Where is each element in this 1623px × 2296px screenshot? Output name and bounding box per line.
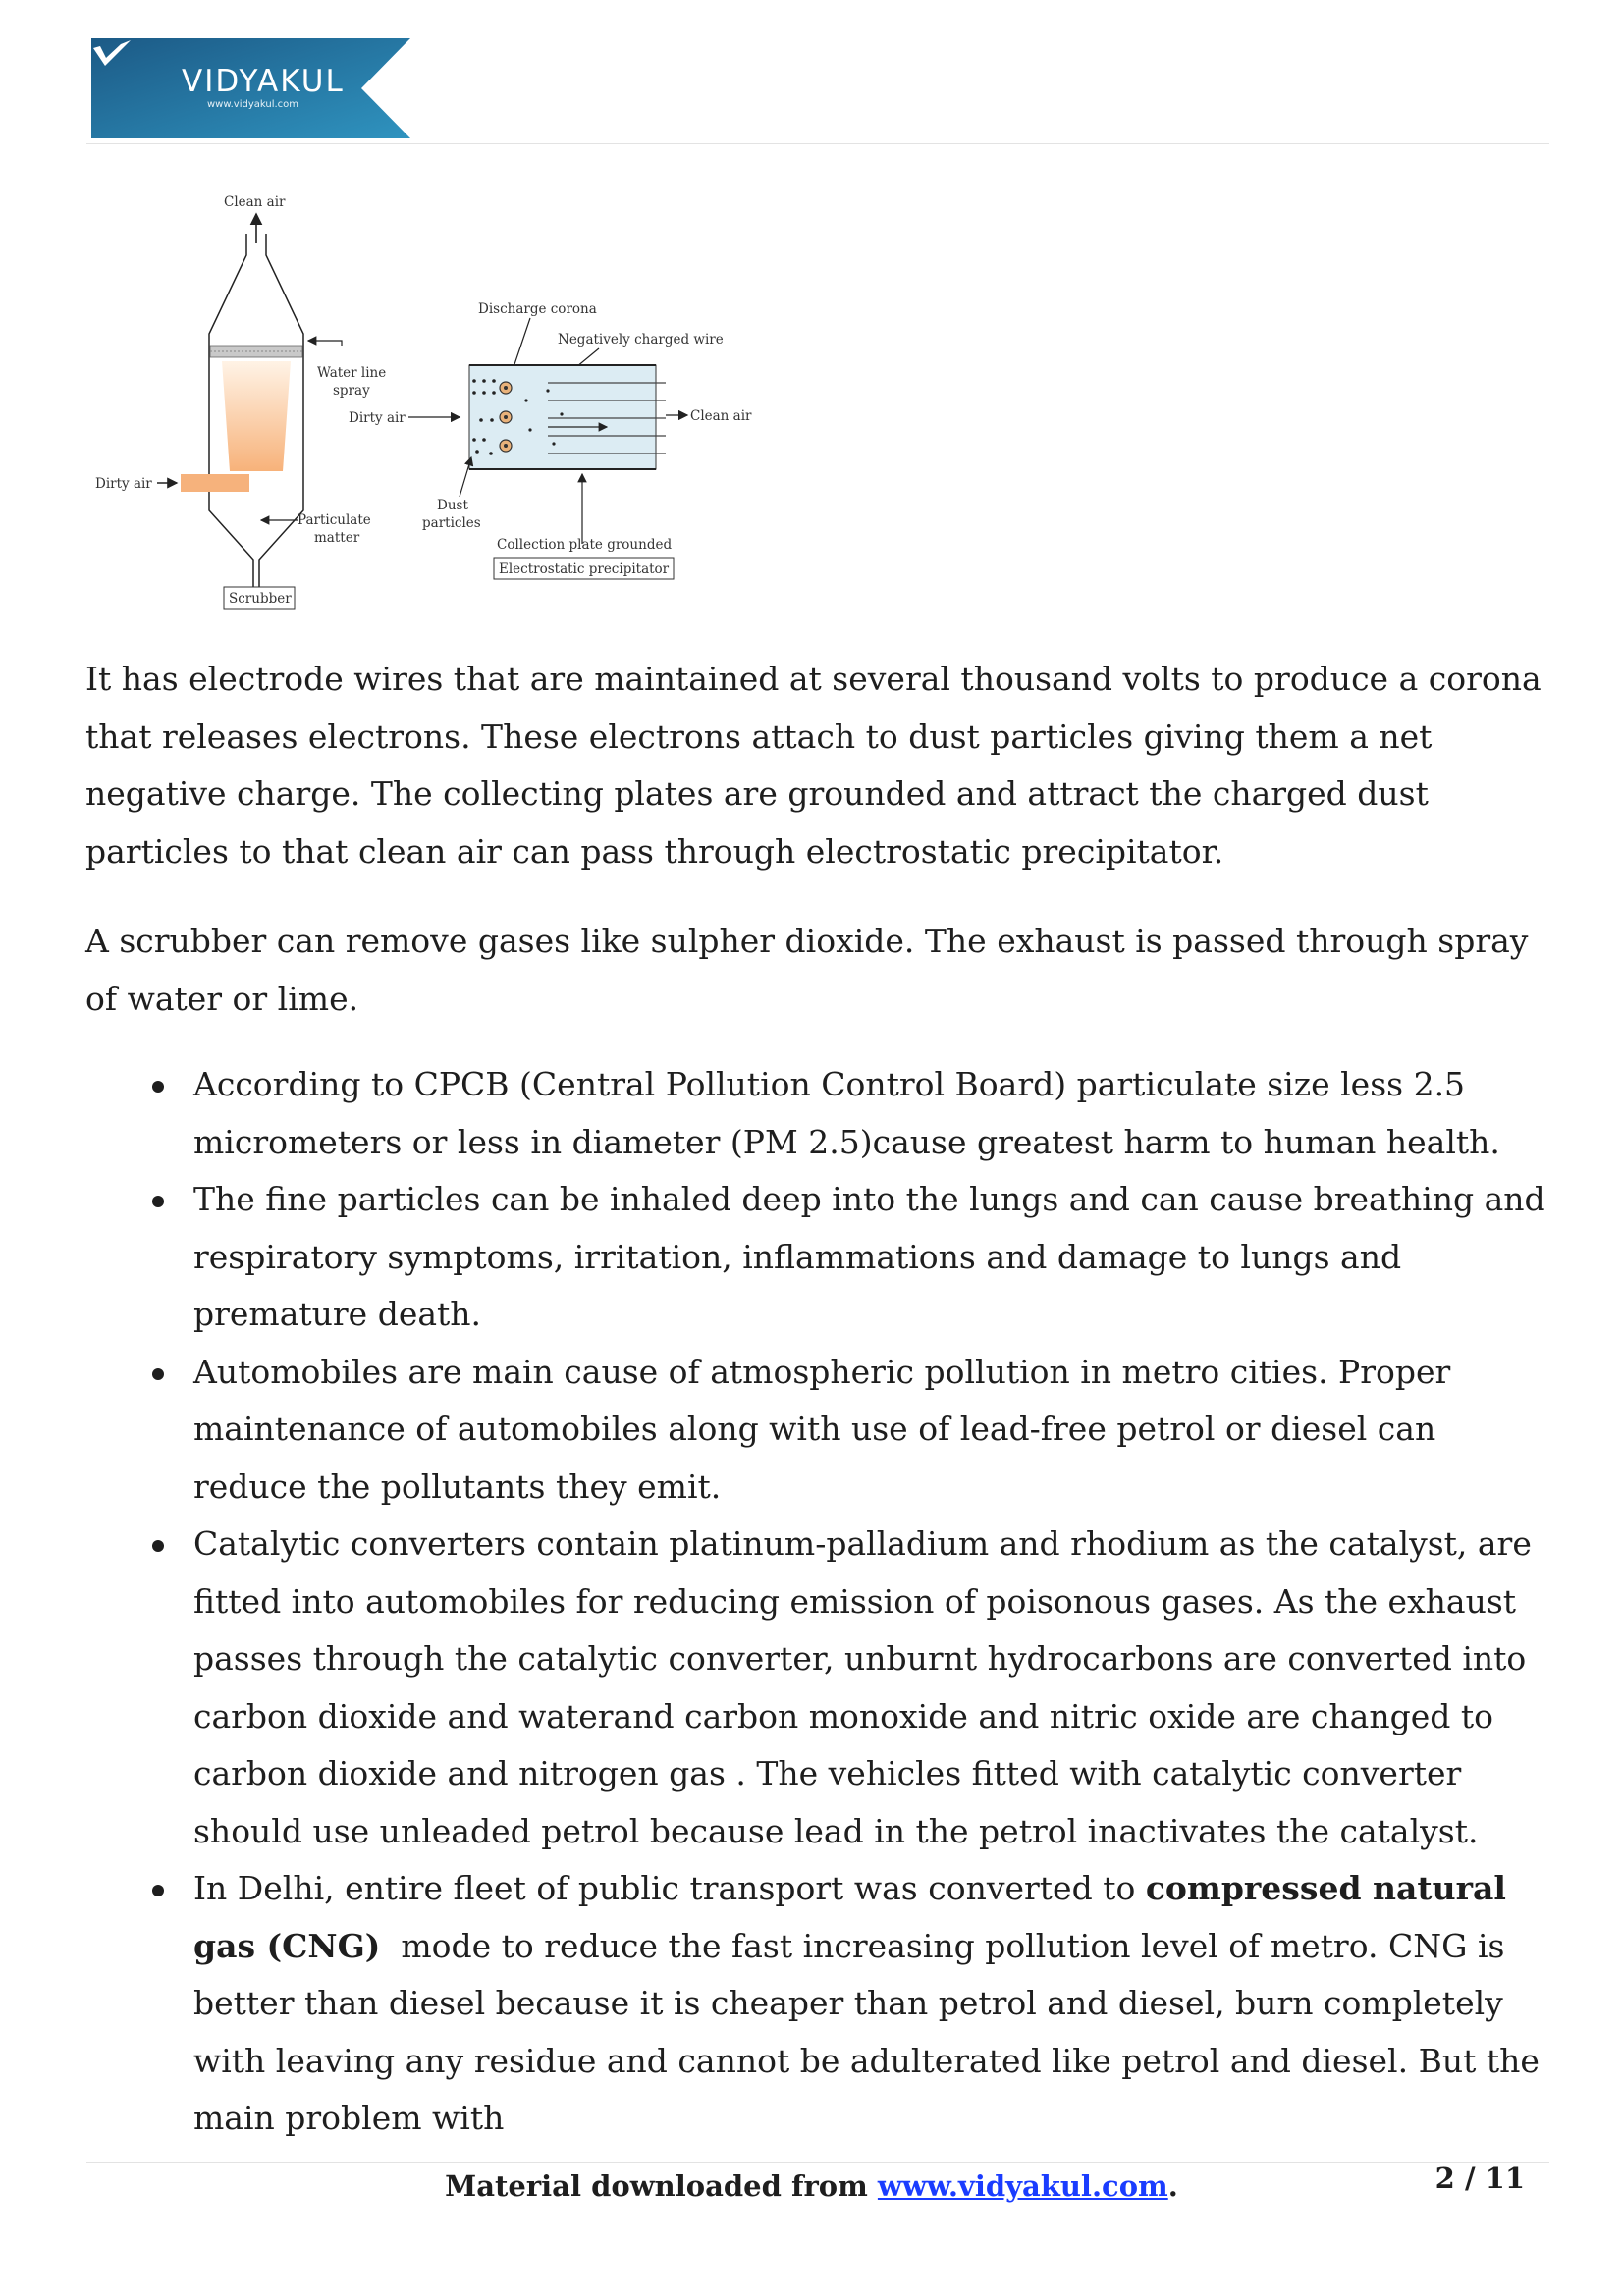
water-spray-label: spray (333, 383, 370, 399)
negative-wire-label: Negatively charged wire (558, 332, 724, 347)
discharge-corona-label: Discharge corona (478, 301, 597, 317)
scrubber-caption: Scrubber (229, 591, 292, 607)
footer-site-link[interactable]: www.vidyakul.com (877, 2169, 1168, 2203)
precipitator-clean-air-label: Clean air (690, 408, 752, 424)
bullet-dot-icon (152, 1196, 164, 1207)
footer-divider (86, 2162, 1549, 2163)
list-item (85, 1860, 1553, 2148)
cng-emphasis: compressed natural gas (CNG) (193, 1869, 1506, 1965)
list-item (85, 1516, 1553, 1860)
brand-name: VIDYAKUL (182, 64, 345, 99)
bullet-dot-icon (152, 1081, 164, 1093)
vidyakul-checkmark-icon (91, 38, 133, 68)
vidyakul-logo-banner[interactable] (91, 38, 410, 138)
particles-label: particles (422, 515, 481, 531)
bullet-text: The fine particles can be inhaled deep into the lungs and can cause breathing and respiratory symptoms, irritation, inflammations and damage to lungs and premature death. (193, 1180, 1545, 1333)
bullet-text-lead: In Delhi, entire fleet of public transport was converted to (193, 1869, 1146, 1907)
dust-label: Dust (437, 498, 468, 513)
scrubber-inlet (181, 474, 249, 492)
electrostatic-precipitator-diagram (349, 301, 752, 579)
scrubber-spray (222, 361, 291, 471)
page-number: 2 / 11 (1434, 2162, 1525, 2195)
list-item (85, 1171, 1553, 1344)
paragraph-scrubber: A scrubber can remove gases like sulpher dioxide. The exhaust is passed through spray of water or lime. (85, 922, 1529, 1018)
pollution-control-diagram (86, 187, 793, 618)
bullet-text-tail: mode to reduce the fast increasing pollution level of metro. CNG is better than diesel because it is cheaper than petrol and diesel, burn completely with leaving any residue and cannot be adulterated like petrol and diesel. But the main problem with (193, 1926, 1550, 2137)
header-divider (86, 143, 1549, 144)
bullet-text: Catalytic converters contain platinum-palladium and rhodium as the catalyst, are fitted into automobiles for reducing emission of poisonous gases. As the exhaust passes through the catalytic converter, unburnt hydrocarbons are converted into carbon dioxide and waterand carbon monoxide and nitric oxide are changed to carbon dioxide and nitrogen gas . The vehicles fitted with catalytic converter should use unleaded petrol because lead in the petrol inactivates the catalyst. (193, 1524, 1532, 1850)
bullet-dot-icon (152, 1540, 164, 1552)
precipitator-caption: Electrostatic precipitator (499, 561, 670, 577)
scrubber-diagram (95, 194, 386, 609)
scrubber-dirty-air-label: Dirty air (95, 476, 152, 492)
bullet-list (85, 1056, 1553, 2148)
bullet-text: Automobiles are main cause of atmospheric pollution in metro cities. Proper maintenance of automobiles along with use of lead-free petrol or diesel can reduce the pollutants they emit. (193, 1352, 1451, 1506)
paragraph-precipitator: It has electrode wires that are maintained at several thousand volts to produce a corona that releases electrons. These electrons attach to dust particles giving them a net negative charge. The collecting plates are grounded and attract the charged dust particles to that clean air can pass through electrostatic precipitator. (85, 660, 1542, 871)
collection-plate-label: Collection plate grounded (497, 537, 673, 553)
water-line-label: Water line (317, 365, 387, 381)
precipitator-dirty-air-label: Dirty air (349, 410, 406, 426)
list-item (85, 1056, 1553, 1171)
list-item (85, 1344, 1553, 1517)
bullet-dot-icon (152, 1368, 164, 1380)
footer-note (0, 2169, 1623, 2203)
scrubber-spray-header (210, 346, 302, 357)
matter-label: matter (314, 530, 360, 546)
particulate-label: Particulate (298, 512, 371, 528)
footer-prefix: Material downloaded from (445, 2169, 878, 2203)
bullet-dot-icon (152, 1885, 164, 1896)
scrubber-clean-air-label: Clean air (224, 194, 286, 210)
footer-suffix: . (1167, 2169, 1178, 2203)
brand-site: www.vidyakul.com (207, 99, 299, 110)
bullet-text: According to CPCB (Central Pollution Control Board) particulate size less 2.5 micrometers or less in diameter (PM 2.5)cause greatest harm to human health. (193, 1065, 1500, 1161)
